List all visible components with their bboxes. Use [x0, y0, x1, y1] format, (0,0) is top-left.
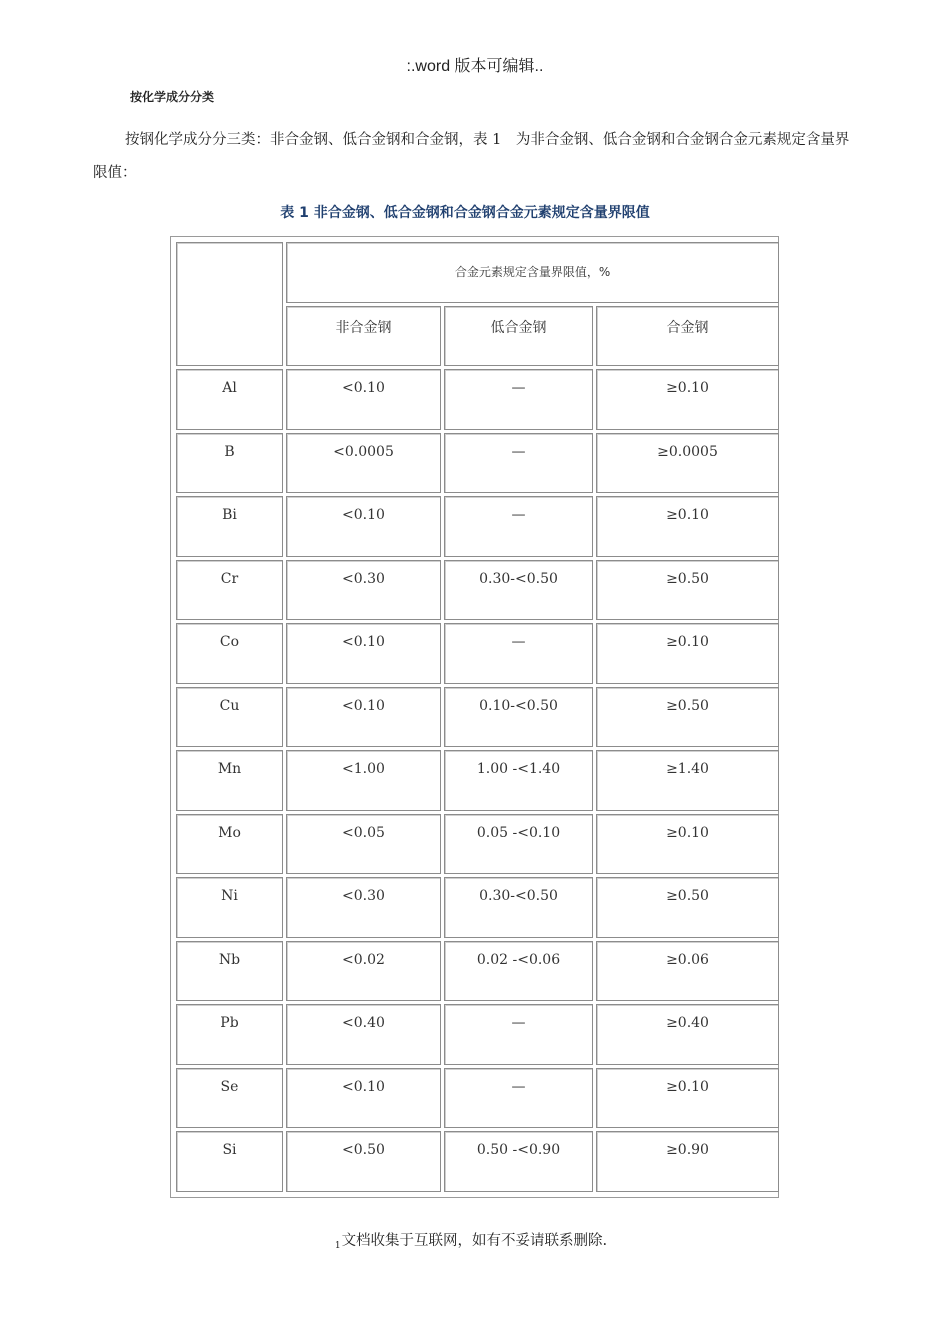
element-cell: Ni — [176, 877, 283, 938]
table-row — [176, 814, 779, 875]
alloy-cell: ≥0.0005 — [596, 433, 779, 494]
alloy-cell: ≥0.10 — [596, 623, 779, 684]
corner-cell — [176, 242, 283, 366]
table-row — [176, 433, 779, 494]
element-cell: B — [176, 433, 283, 494]
element-cell: Nb — [176, 941, 283, 1002]
intro-paragraph: 按钢化学成分分三类：非合金钢、低合金钢和合金钢，表 1 为非合金钢、低合金钢和合金钢合金元素规定含量界限值： — [93, 132, 850, 181]
non-alloy-cell: <1.00 — [286, 750, 441, 811]
low-alloy-cell: — — [444, 433, 593, 494]
footer-text: 文档收集于互联网，如有不妥请联系删除. — [341, 1233, 608, 1249]
table-row — [176, 941, 779, 1002]
column-header-non-alloy: 非合金钢 — [286, 306, 441, 367]
non-alloy-cell: <0.50 — [286, 1131, 441, 1192]
element-cell: Cr — [176, 560, 283, 621]
alloy-cell: ≥0.10 — [596, 814, 779, 875]
non-alloy-cell: <0.30 — [286, 877, 441, 938]
low-alloy-cell: 0.30-<0.50 — [444, 877, 593, 938]
non-alloy-cell: <0.40 — [286, 1004, 441, 1065]
low-alloy-cell: — — [444, 1004, 593, 1065]
non-alloy-cell: <0.02 — [286, 941, 441, 1002]
table-row — [176, 687, 779, 748]
page-number: 1 — [334, 1241, 341, 1251]
non-alloy-cell: <0.10 — [286, 687, 441, 748]
table-row — [176, 877, 779, 938]
element-cell: Se — [176, 1068, 283, 1129]
non-alloy-cell: <0.10 — [286, 1068, 441, 1129]
element-cell: Si — [176, 1131, 283, 1192]
non-alloy-cell: <0.10 — [286, 623, 441, 684]
non-alloy-cell: <0.05 — [286, 814, 441, 875]
non-alloy-cell: <0.10 — [286, 369, 441, 430]
non-alloy-cell: <0.30 — [286, 560, 441, 621]
element-cell: Mo — [176, 814, 283, 875]
table-row — [176, 623, 779, 684]
element-cell: Co — [176, 623, 283, 684]
element-cell: Cu — [176, 687, 283, 748]
non-alloy-cell: <0.10 — [286, 496, 441, 557]
page-header: :.word 版本可编辑.. — [406, 58, 544, 75]
alloy-cell: ≥0.90 — [596, 1131, 779, 1192]
column-header-alloy: 合金钢 — [596, 306, 779, 367]
element-cell: Pb — [176, 1004, 283, 1065]
low-alloy-cell: 0.10-<0.50 — [444, 687, 593, 748]
element-cell: Al — [176, 369, 283, 430]
table-row — [176, 560, 779, 621]
alloy-limits-table — [173, 239, 782, 1195]
element-cell: Mn — [176, 750, 283, 811]
table-caption: 表 1 非合金钢、低合金钢和合金钢合金元素规定含量界限值 — [280, 205, 650, 221]
alloy-cell: ≥1.40 — [596, 750, 779, 811]
table-row — [176, 496, 779, 557]
table-frame — [170, 236, 779, 1198]
low-alloy-cell: — — [444, 496, 593, 557]
table-row — [176, 1068, 779, 1129]
non-alloy-cell: <0.0005 — [286, 433, 441, 494]
group-header-cell: 合金元素规定含量界限值，% — [286, 242, 779, 303]
low-alloy-cell: — — [444, 1068, 593, 1129]
table-row — [176, 369, 779, 430]
alloy-cell: ≥0.40 — [596, 1004, 779, 1065]
low-alloy-cell: 0.30-<0.50 — [444, 560, 593, 621]
page-footer — [0, 1229, 942, 1251]
alloy-cell: ≥0.06 — [596, 941, 779, 1002]
element-cell: Bi — [176, 496, 283, 557]
alloy-cell: ≥0.10 — [596, 1068, 779, 1129]
table-row — [176, 750, 779, 811]
alloy-cell: ≥0.50 — [596, 877, 779, 938]
alloy-cell: ≥0.50 — [596, 560, 779, 621]
section-title: 按化学成分分类 — [130, 90, 215, 104]
table-header-row — [176, 242, 779, 303]
alloy-cell: ≥0.10 — [596, 496, 779, 557]
alloy-cell: ≥0.10 — [596, 369, 779, 430]
alloy-cell: ≥0.50 — [596, 687, 779, 748]
low-alloy-cell: — — [444, 369, 593, 430]
low-alloy-cell: 0.02 -<0.06 — [444, 941, 593, 1002]
table-row — [176, 1004, 779, 1065]
column-header-low-alloy: 低合金钢 — [444, 306, 593, 367]
low-alloy-cell: 0.05 -<0.10 — [444, 814, 593, 875]
low-alloy-cell: 1.00 -<1.40 — [444, 750, 593, 811]
low-alloy-cell: — — [444, 623, 593, 684]
table-row — [176, 1131, 779, 1192]
low-alloy-cell: 0.50 -<0.90 — [444, 1131, 593, 1192]
